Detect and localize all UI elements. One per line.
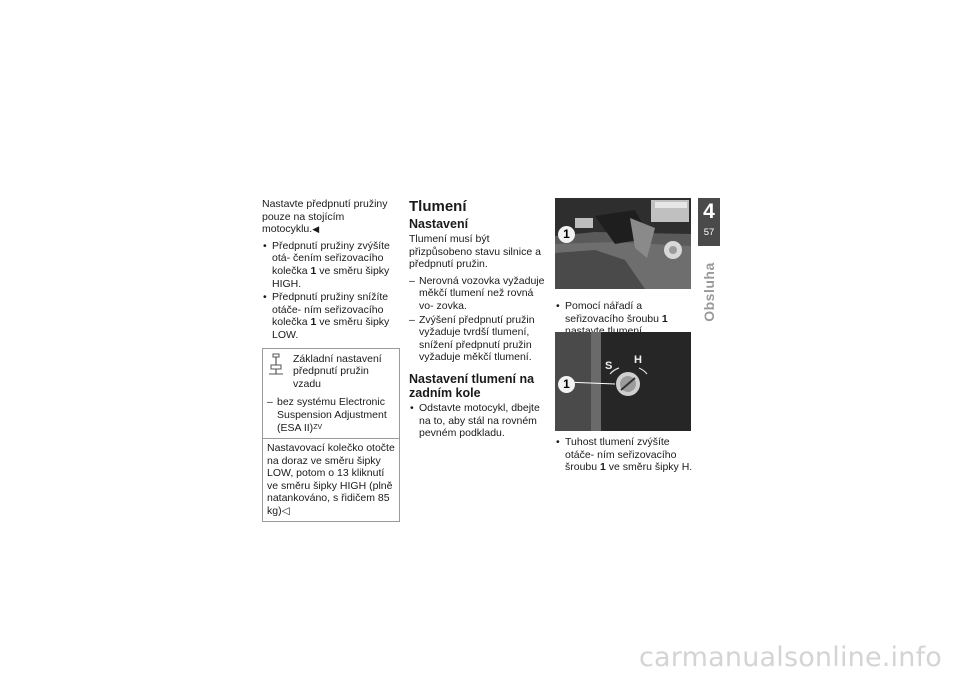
list-item: – Nerovná vozovka vyžaduje měkčí tlumení než rovná vo- zovka. xyxy=(409,275,549,313)
column-middle xyxy=(409,198,549,441)
paragraph: Tlumení musí být přizpůsobeno stavu silnice a předpnutí pružin. xyxy=(409,233,541,271)
spec-box-condition: – bez systému Electronic Suspension Adjustment (ESA II)$^{ZV}$ xyxy=(263,393,399,439)
end-outline-triangle-icon: ◁ xyxy=(281,505,290,518)
chapter-number: 4 xyxy=(703,200,715,223)
subsection-title: Nastavení xyxy=(409,217,469,231)
column-left xyxy=(262,198,400,522)
photo-illustration xyxy=(555,332,691,431)
callout-1: 1 xyxy=(558,376,575,393)
callout-1: 1 xyxy=(558,226,575,243)
spec-box-value: Nastavovací kolečko otočte na doraz ve směru šipky LOW, potom o 13 kliknutí ve směru šipky HIGH (plně natankováno, s řidičem 85 kg)◁ xyxy=(267,442,395,518)
list-item: • Předpnutí pružiny snížíte otáče- ním seřizovacího kolečka 1 ve směru šipky LOW. xyxy=(262,291,400,341)
chapter-tab xyxy=(698,198,720,246)
section-title: Tlumení xyxy=(409,198,467,215)
photo-illustration xyxy=(555,198,691,289)
column-right-text-2 xyxy=(555,436,693,475)
list-item: • Pomocí nářadí a seřizovacího šroubu 1 xyxy=(555,300,693,338)
spec-box-title: Základní nastavení předpnutí pružin vzadu xyxy=(293,352,382,390)
watermark: carmanualsonline.info xyxy=(639,642,942,673)
photo-damping-screw xyxy=(555,332,691,431)
list-item: • Předpnutí pružiny zvýšíte otá- čením seřizovacího kolečka 1 ve směru šipky HIGH. xyxy=(262,240,400,290)
list-item: – Zvýšení předpnutí pružin vyžaduje tvrdší tlumení, snížení předpnutí pružin vyžaduje měkčí tlumení. xyxy=(409,314,549,364)
spec-box-header xyxy=(263,349,399,394)
intro-paragraph: Nastavte předpnutí pružiny pouze na stojícím motocyklu.◀ xyxy=(262,198,388,236)
subsection-title: Nastavení tlumení na zadním kole xyxy=(409,371,535,400)
list-item: • Odstavte motocykl, dbejte na to, aby stál na rovném pevném podkladu. xyxy=(409,402,549,440)
label-hard: H xyxy=(634,354,642,366)
chapter-tab-box xyxy=(698,198,720,246)
tool-icon xyxy=(267,353,285,375)
photo-rear-shock-adjuster xyxy=(555,198,691,289)
chapter-label: Obsluha xyxy=(701,262,717,322)
end-triangle-icon: ◀ xyxy=(312,224,320,235)
spec-box xyxy=(262,348,400,522)
list-item: • Tuhost tlumení zvýšíte otáče- ním seřizovacího šroubu 1 ve směru šipky H. xyxy=(555,436,693,474)
label-soft: S xyxy=(605,360,613,372)
page-number: 57 xyxy=(703,227,715,238)
